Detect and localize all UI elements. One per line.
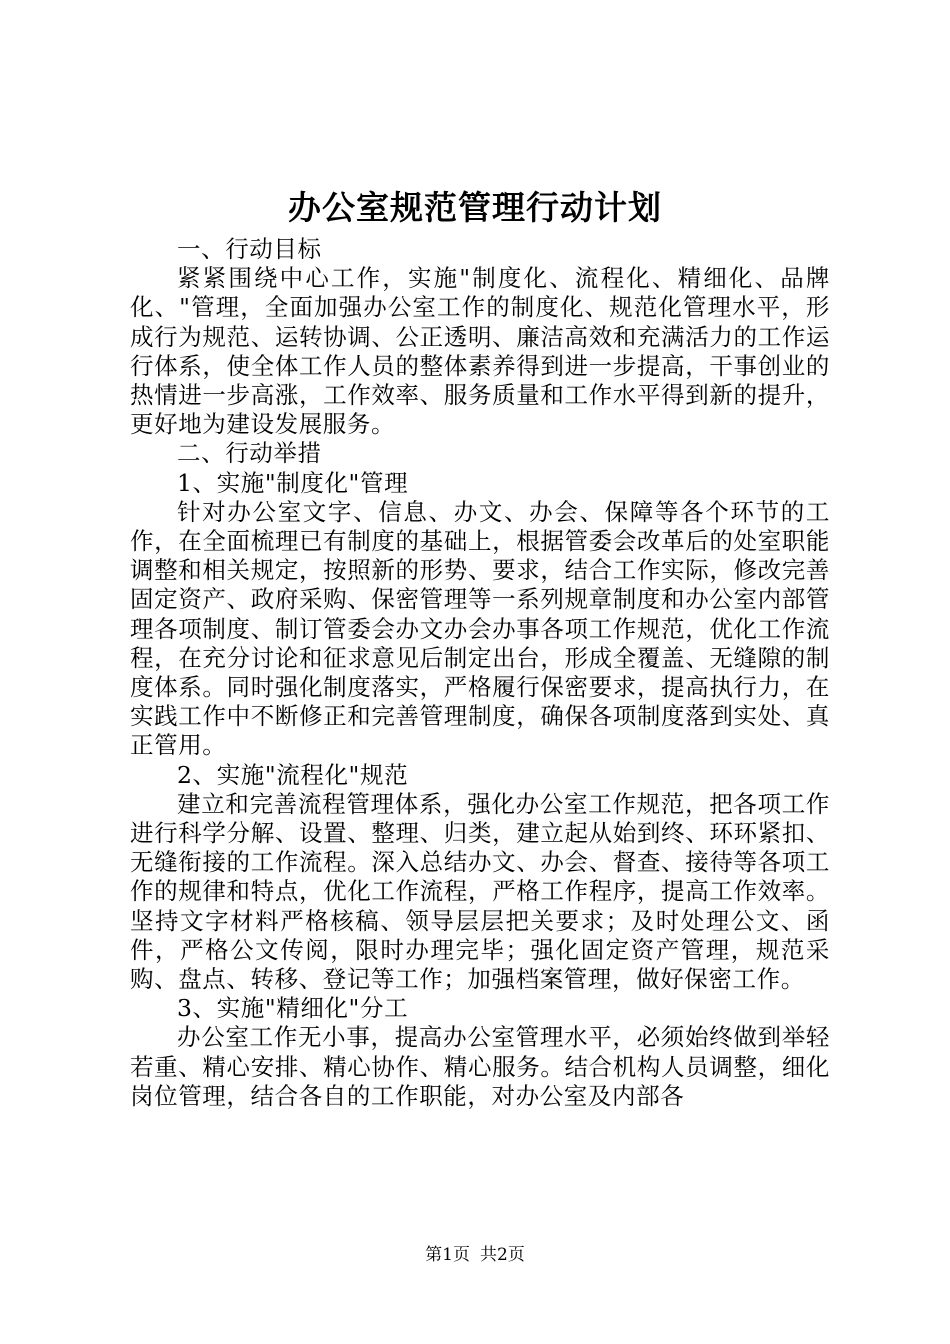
paragraph: 办公室工作无小事，提高办公室管理水平，必须始终做到举轻若重、精心安排、精心协作、精心服务。结合机构人员调整，细化岗位管理，结合各自的工作职能，对办公室及内部各: [130, 1023, 830, 1110]
page-number: 第1页: [425, 1245, 470, 1265]
page-footer: [0, 1243, 950, 1267]
subsection-heading: 3、实施"精细化"分工: [177, 994, 409, 1023]
paragraph: 针对办公室文字、信息、办文、办会、保障等各个环节的工作，在全面梳理已有制度的基础上，根据管委会改革后的处室职能调整和相关规定，按照新的形势、要求，结合工作实际，修改完善固定资产、政府采购、保密管理等一系列规章制度和办公室内部管理各项制度、制订管委会办文办会办事各项工作规范，优化工作流程，在充分讨论和征求意见后制定出台，形成全覆盖、无缝隙的制度体系。同时强化制度落实，严格履行保密要求，提高执行力，在实践工作中不断修正和完善管理制度，确保各项制度落到实处、真正管用。: [130, 497, 830, 760]
subsection-heading: 1、实施"制度化"管理: [177, 468, 409, 497]
paragraph: 紧紧围绕中心工作，实施"制度化、流程化、精细化、品牌化、"管理，全面加强办公室工作的制度化、规范化管理水平，形成行为规范、运转协调、公正透明、廉洁高效和充满活力的工作运行体系，使全体工作人员的整体素养得到进一步提高，干事创业的热情进一步高涨，工作效率、服务质量和工作水平得到新的提升，更好地为建设发展服务。: [130, 264, 830, 439]
subsection-heading: 2、实施"流程化"规范: [177, 760, 409, 789]
document-title: 办公室规范管理行动计划: [288, 188, 662, 227]
section-heading: 一、行动目标: [177, 235, 322, 263]
document-body: [130, 235, 830, 1111]
section-heading: 二、行动举措: [177, 439, 322, 468]
paragraph: 建立和完善流程管理体系，强化办公室工作规范，把各项工作进行科学分解、设置、整理、归类，建立起从始到终、环环紧扣、无缝衔接的工作流程。深入总结办文、办会、督查、接待等各项工作的规律和特点，优化工作流程，严格工作程序，提高工作效率。坚持文字材料严格核稿、领导层层把关要求；及时处理公文、函件，严格公文传阅，限时办理完毕；强化固定资产管理，规范采购、盘点、转移、登记等工作；加强档案管理，做好保密工作。: [130, 789, 830, 994]
page-total: 共2页: [480, 1245, 525, 1265]
